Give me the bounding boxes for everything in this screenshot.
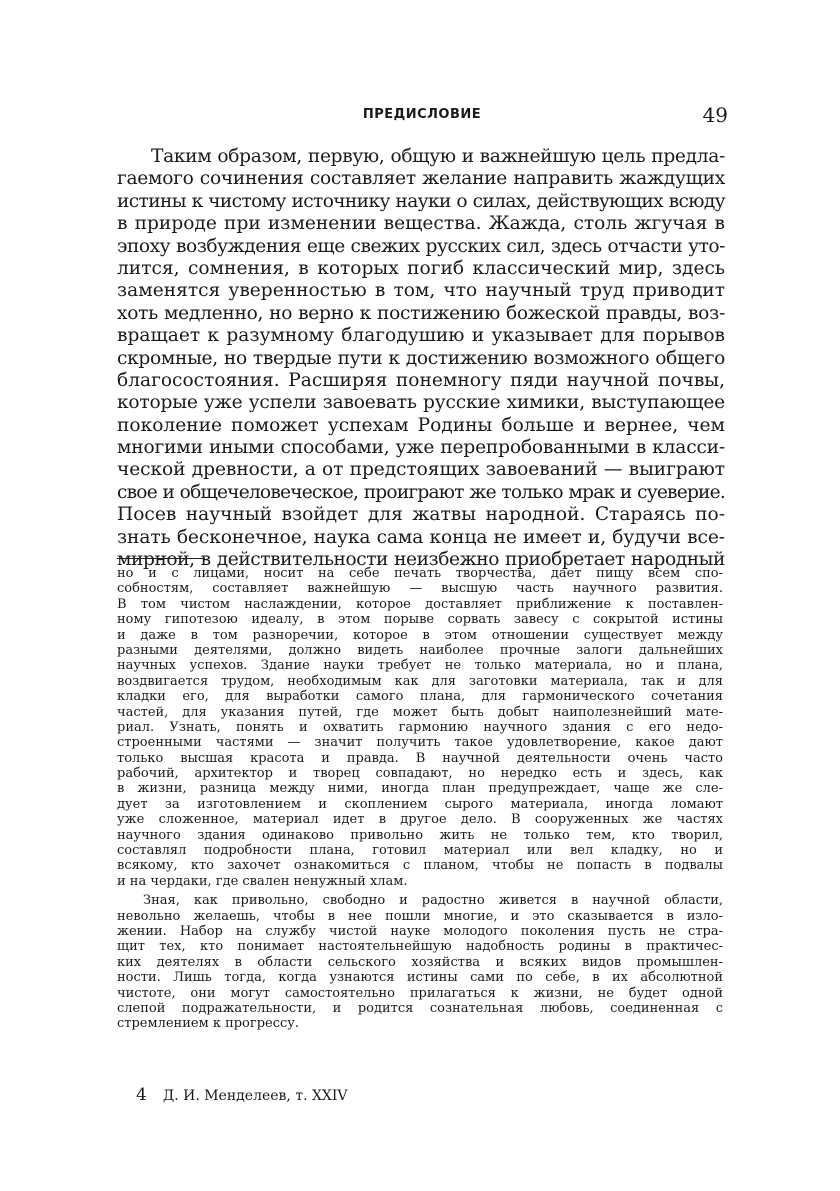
footnote-line: дует за изготовлением и скоплением сырого материала, иногда ломают [117, 796, 723, 812]
footnote-line: строенными частями — значит получить такое удовлетворение, какое дают [117, 735, 723, 751]
footnote-line: научных успехов. Здание науки требует не только материала, но и плана, [117, 658, 723, 674]
running-title: ПРЕДИСЛОВИЕ [362, 107, 482, 122]
text-line: знать бесконечное, наука сама конца не имеет и, будучи все- [117, 526, 725, 548]
text-line: истины к чистому источнику науки о силах, действующих всюду [117, 190, 725, 212]
footnote-line: составлял подробности плана, готовил материал или вел кладку, но и [117, 843, 723, 859]
text-line: заменятся уверенностью в том, что научный труд приводит [117, 280, 725, 302]
footnote-line: В том чистом наслаждении, которое доставляет приближение к поставлен- [117, 596, 723, 612]
footnote-line: собностям, составляет важнейшую — высшую часть научного развития. [117, 581, 723, 597]
footnote-line: Зная, как привольно, свободно и радостно живется в научной области, [143, 893, 723, 909]
text-line: хоть медленно, но верно к постижению божеской правды, воз- [117, 302, 725, 324]
footnote-line: кладки его, для выработки самого плана, для гармонического сочетания [117, 689, 723, 705]
footnote-line: ности. Лишь тогда, когда узнаются истины сами по себе, в их абсолютной [117, 970, 723, 986]
text-line: скромные, но твердые пути к достижению возможного общего [117, 347, 725, 369]
footnote-line: только высшая красота и правда. В научной деятельности очень часто [117, 750, 723, 766]
page-header [116, 103, 728, 129]
text-line: поколение поможет успехам Родины больше и вернее, чем [117, 414, 725, 436]
footnote-line: разными деятелями, должно видеть наиболее прочные залоги дальнейших [117, 642, 723, 658]
footnote-line: уже сложенное, материал идет в другое дело. В сооруженных же частях [117, 812, 723, 828]
footnote-line: и на чердаки, где свален ненужный хлам. [117, 873, 408, 889]
footnote-line: ному гипотезою идеалу, в этом порыве сорвать завесу с сокрытой истины [117, 612, 723, 628]
footnote-line: чистоте, они могут самостоятельно прилагаться к жизни, не будет одной [117, 985, 723, 1001]
text-line: благосостояния. Расширяя понемногу пяди научной почвы, [117, 369, 725, 391]
footnote-line: слепой подражательности, и родится сознательная любовь, соединенная с [117, 1000, 723, 1016]
text-line: многими иными способами, уже перепробованными в класси- [117, 437, 725, 459]
main-paragraph [117, 146, 725, 571]
footnote-line: в жизни, разница между ними, иногда план предупреждает, чаще же сле- [117, 781, 723, 797]
footnote-line: жении. Набор на службу чистой науке молодого поколения пусть не стра- [117, 923, 723, 939]
text-line: лится, сомнения, в которых погиб классический мир, здесь [117, 257, 725, 279]
text-line: в природе при изменении вещества. Жажда, столь жгучая в [117, 213, 725, 235]
text-line: эпоху возбуждения еще свежих русских сил, здесь отчасти уто- [117, 235, 725, 257]
footnote-line: частей, для указания путей, где может быть добыт наиполезнейший мате- [117, 704, 723, 720]
footnote-line: научного здания одинаково привольно жить не только тем, кто творил, [117, 827, 723, 843]
footnote-line: щит тех, кто понимает настоятельнейшую надобность родины в практичес- [117, 939, 723, 955]
text-line: вращает к разумному благодушию и указывает для порывов [117, 325, 725, 347]
page-number: 49 [702, 103, 728, 127]
text-line: гаемого сочинения составляет желание направить жаждущих [117, 168, 725, 190]
footnote-line: рабочий, архитектор и творец совпадают, но нередко есть и здесь, как [117, 766, 723, 782]
text-line: Посев научный взойдет для жатвы народной. Стараясь по- [117, 504, 725, 526]
footnote-paragraph-1 [117, 566, 723, 889]
footnote-line: риал. Узнать, понять и охватить гармонию научного здания с его недо- [117, 719, 723, 735]
text-line: мирной, в действительности неизбежно приобретает народный [117, 549, 725, 571]
text-line: Таким образом, первую, общую и важнейшую цель предла- [151, 146, 725, 167]
printer-signature [136, 1085, 348, 1105]
footnote-line: стремлением к прогрессу. [117, 1016, 300, 1032]
footnote-line: и даже в том разноречии, которое в этом отношении существует между [117, 627, 723, 643]
signature-sheet-number: 4 [136, 1085, 147, 1105]
signature-text: Д. И. Менделеев, т. XXIV [162, 1088, 348, 1104]
text-line: свое и общечеловеческое, проиграют же только мрак и суеверие. [117, 481, 725, 503]
footnote [117, 566, 723, 1032]
footnote-line: ких деятелях в области сельского хозяйства и всяких видов промышлен- [117, 954, 723, 970]
footnote-separator [117, 558, 205, 559]
footnote-line: но и с лицами, носит на себе печать творчества, дает пищу всем спо- [117, 566, 723, 581]
footnote-line: воздвигается трудом, необходимым как для заготовки материала, так и для [117, 673, 723, 689]
footnote-paragraph-2 [117, 893, 723, 1032]
text-line: которые уже успели завоевать русские химики, выступающее [117, 392, 725, 414]
text-line: ческой древности, а от предстоящих завоеваний — выиграют [117, 459, 725, 481]
footnote-line: невольно желаешь, чтобы в нее пошли многие, и это сказывается в изло- [117, 908, 723, 924]
footnote-line: всякому, кто захочет ознакомиться с планом, чтобы не попасть в подвалы [117, 858, 723, 874]
